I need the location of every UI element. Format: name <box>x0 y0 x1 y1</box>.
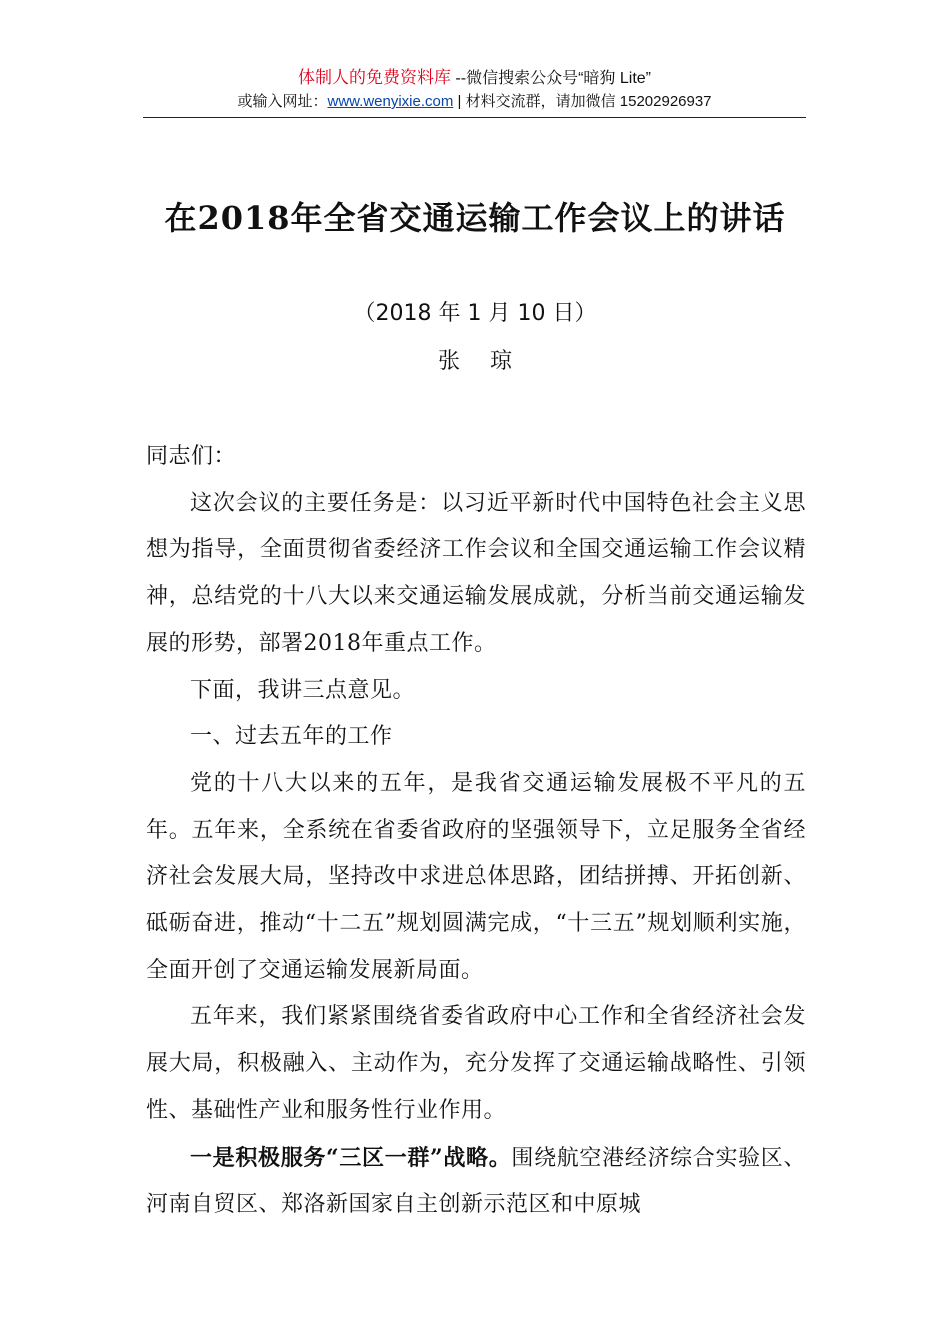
paragraph-lead: 一是积极服务“三区一群”战略。 <box>190 1144 512 1171</box>
paragraph-text: 围绕航空港经济综合实验区、河南自贸区、郑洛新国家自主创新示范区和中原城 <box>146 1145 806 1218</box>
body-paragraph: 五年来，我们紧紧围绕省委省政府中心工作和全省经济社会发展大局，积极融入、主动作为，充分发挥了交通运输战略性、引领性、基础性产业和服务性行业作用。 <box>146 1004 806 1123</box>
header-brand: 体制人的免费资料库 <box>297 68 451 87</box>
header-url-link[interactable]: www.wenyixie.com <box>327 93 454 110</box>
body-paragraph <box>146 1135 806 1229</box>
header-divider <box>143 117 806 118</box>
body-paragraph: 下面，我讲三点意见。 <box>190 677 416 703</box>
header-contact: | 材料交流群，请加微信 15202926937 <box>453 93 712 110</box>
section-heading: 一、过去五年的工作 <box>190 724 393 750</box>
header-url-prefix: 或输入网址： <box>237 93 328 110</box>
header-line-2 <box>143 91 806 113</box>
document-date: （2018 年 1 月 10 日） <box>353 301 597 326</box>
document-author: 张琼 <box>437 349 542 374</box>
document-body <box>146 434 806 1229</box>
header-tagline: --微信搜索公众号“暗狗 Lite” <box>450 70 651 87</box>
header-line-1 <box>143 66 806 91</box>
salutation: 同志们： <box>146 444 237 469</box>
body-paragraph: 这次会议的主要任务是：以习近平新时代中国特色社会主义思想为指导，全面贯彻省委经济工作会议和全国交通运输工作会议精神，总结党的十八大以来交通运输发展成就，分析当前交通运输发展的形势，部署2018年重点工作。 <box>146 490 806 656</box>
document-title: 在2018年全省交通运输工作会议上的讲话 <box>164 199 786 237</box>
body-paragraph: 党的十八大以来的五年，是我省交通运输发展极不平凡的五年。五年来，全系统在省委省政府的坚强领导下，立足服务全省经济社会发展大局，坚持改中求进总体思路，团结拼搏、开拓创新、砥砺奋进，推动“十二五”规划圆满完成，“十三五”规划顺利实施，全面开创了交通运输发展新局面。 <box>146 770 806 983</box>
page-header <box>143 66 806 113</box>
